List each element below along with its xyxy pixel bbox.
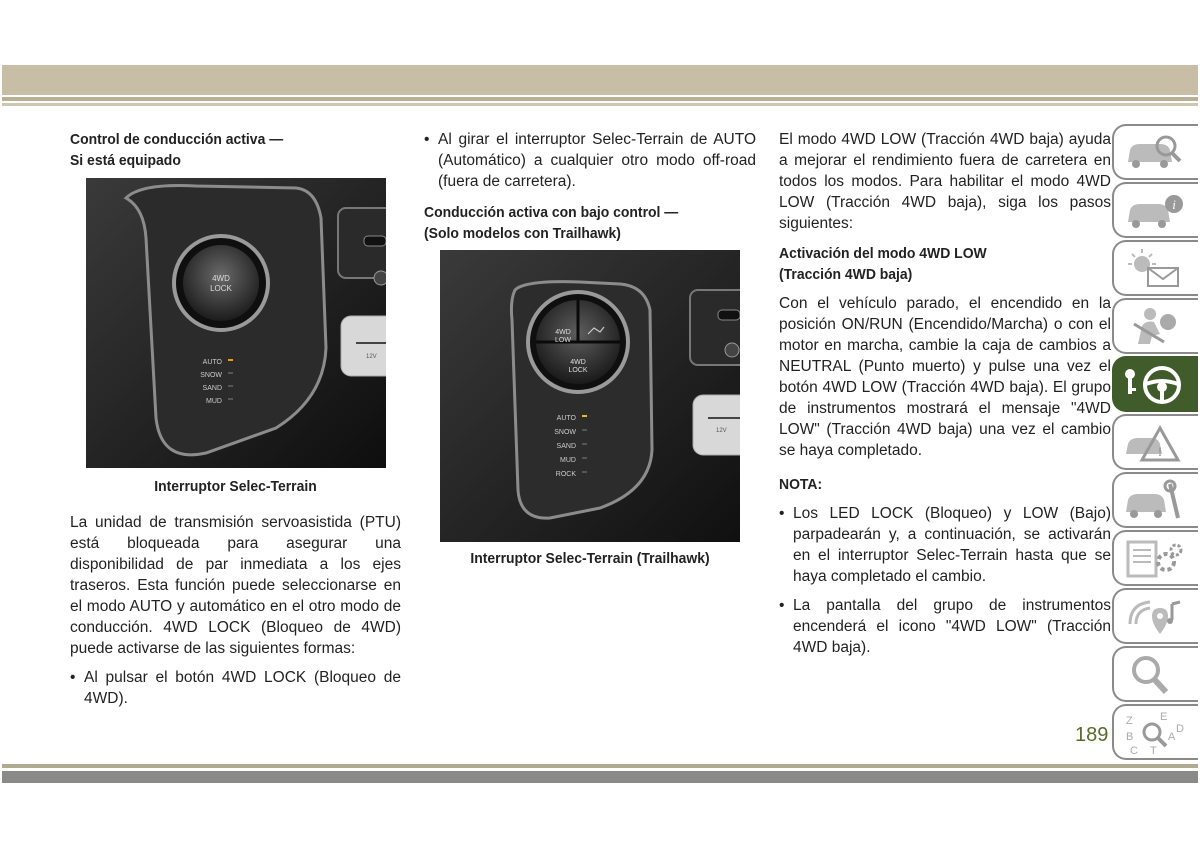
tab-emergency[interactable]: [1112, 414, 1198, 470]
steering-wheel-key-icon: [1120, 362, 1190, 408]
header-band: [2, 65, 1198, 95]
bullet-item: • Al girar el interruptor Selec-Terrain de AUTO (Automático) a cualquier otro modo off-road (fuera de carretera).: [424, 129, 756, 192]
body-paragraph: Con el vehículo parado, el encendido en la posición ON/RUN (Encendido/Marcha) o con el motor en marcha, cambie la caja de cambios a NEUTRAL (Punto muerto) y pulse una vez el botón 4WD LOW (Tracción 4WD baja). El grupo de instrumentos mostrará el mensaje "4WD LOW" (Tracción 4WD baja) una vez el cambio se haya completado.: [779, 295, 1111, 459]
svg-text:B: B: [1126, 731, 1134, 743]
svg-text:T: T: [1150, 745, 1157, 756]
tab-warning-lights[interactable]: [1112, 240, 1198, 296]
bullet-item: • Al pulsar el botón 4WD LOCK (Bloqueo de 4WD).: [70, 667, 401, 709]
body-paragraph: El modo 4WD LOW (Tracción 4WD baja) ayuda a mejorar el rendimiento fuera de carretera en todos los modos. Para habilitar el modo 4WD LOW (Tracción 4WD baja), siga los pasos siguientes:: [779, 131, 1111, 232]
car-search-icon: [1120, 130, 1190, 176]
column-1: [70, 129, 401, 709]
photo-caption: Interruptor Selec-Terrain: [154, 478, 317, 495]
bullet-item: • Los LED LOCK (Bloqueo) y LOW (Bajo) parpadearán y, a continuación, se activarán en el interruptor Selec-Terrain hasta que se haya completado el cambio.: [779, 503, 1111, 587]
outlet-label: 12V: [366, 354, 377, 360]
button2-line2: LOCK: [568, 367, 588, 374]
media-nav-icon: [1120, 594, 1190, 640]
photo-caption: Interruptor Selec-Terrain (Trailhawk): [470, 550, 710, 567]
mode-label-snow: SNOW: [554, 429, 576, 436]
led-indicator: [228, 359, 233, 361]
button2-line1: 4WD: [570, 359, 586, 366]
airbag-person-icon: [1120, 304, 1190, 350]
selec-terrain-trailhawk-photo: [440, 250, 740, 542]
tab-starting-driving[interactable]: [1112, 356, 1198, 412]
button-label-line2: LOCK: [210, 284, 232, 293]
trailhawk-illustration: [440, 250, 740, 542]
mode-label-mud: MUD: [560, 457, 576, 464]
tab-specifications[interactable]: [1112, 530, 1198, 586]
body-paragraph: La unidad de transmisión servoasistida (PTU) está bloqueada para asegurar una disponibilidad de par inmediata a los ejes traseros. Esta función puede seleccionarse en el modo AUTO y automático en el otro modo de conducción. 4WD LOCK (Bloqueo de 4WD) puede activarse de las siguientes formas:: [70, 514, 401, 657]
bullet-item: • La pantalla del grupo de instrumentos encenderá el icono "4WD LOW" (Tracción 4WD baja).: [779, 595, 1111, 658]
tab-safety[interactable]: [1112, 298, 1198, 354]
header-rule-thin: [2, 103, 1198, 106]
svg-text:A: A: [1168, 731, 1176, 743]
svg-text:Z: Z: [1126, 715, 1133, 727]
mode-label-auto: AUTO: [556, 415, 576, 422]
car-road-warning-icon: [1120, 420, 1190, 466]
selec-terrain-photo: [86, 178, 386, 468]
warning-light-mail-icon: [1120, 246, 1190, 292]
alphabet-index-icon: [1120, 710, 1190, 756]
button-label-line1: 4WD: [212, 274, 230, 283]
tab-car-info[interactable]: [1112, 182, 1198, 238]
svg-text:C: C: [1130, 745, 1138, 756]
column-3: [779, 129, 1111, 658]
button1-line2: LOW: [555, 337, 571, 344]
section-heading: Control de conducción activa — Si está equipado: [70, 131, 284, 169]
tab-car-search[interactable]: [1112, 124, 1198, 180]
svg-text:!: !: [1158, 445, 1162, 459]
mode-label-snow: SNOW: [200, 372, 222, 379]
tab-index[interactable]: [1112, 704, 1198, 760]
svg-text:i: i: [1172, 197, 1176, 212]
car-wrench-icon: [1120, 478, 1190, 524]
page-number: 189: [1075, 724, 1109, 746]
outlet-label: 12V: [716, 428, 727, 434]
section-heading: Conducción activa con bajo control — (Solo modelos con Trailhawk): [424, 204, 679, 242]
tab-search[interactable]: [1112, 646, 1198, 702]
mode-label-mud: MUD: [206, 398, 222, 405]
header-rule: [2, 97, 1198, 101]
mode-label-sand: SAND: [556, 443, 576, 450]
button1-line1: 4WD: [555, 329, 571, 336]
mode-label-auto: AUTO: [202, 359, 222, 366]
selec-terrain-illustration: [86, 178, 386, 468]
note-heading: NOTA:: [779, 476, 823, 493]
svg-text:D: D: [1176, 723, 1184, 735]
footer-rule: [2, 764, 1198, 768]
tab-multimedia[interactable]: [1112, 588, 1198, 644]
tab-maintenance[interactable]: [1112, 472, 1198, 528]
mode-label-rock: ROCK: [555, 471, 576, 478]
car-info-icon: [1120, 188, 1190, 234]
search-icon: [1120, 652, 1190, 698]
svg-text:E: E: [1160, 711, 1168, 723]
column-2: [424, 129, 756, 569]
section-heading: Activación del modo 4WD LOW (Tracción 4WD baja): [779, 245, 987, 283]
mode-label-sand: SAND: [202, 385, 222, 392]
footer-band: [2, 771, 1198, 783]
spec-sheet-gear-icon: [1120, 536, 1190, 582]
